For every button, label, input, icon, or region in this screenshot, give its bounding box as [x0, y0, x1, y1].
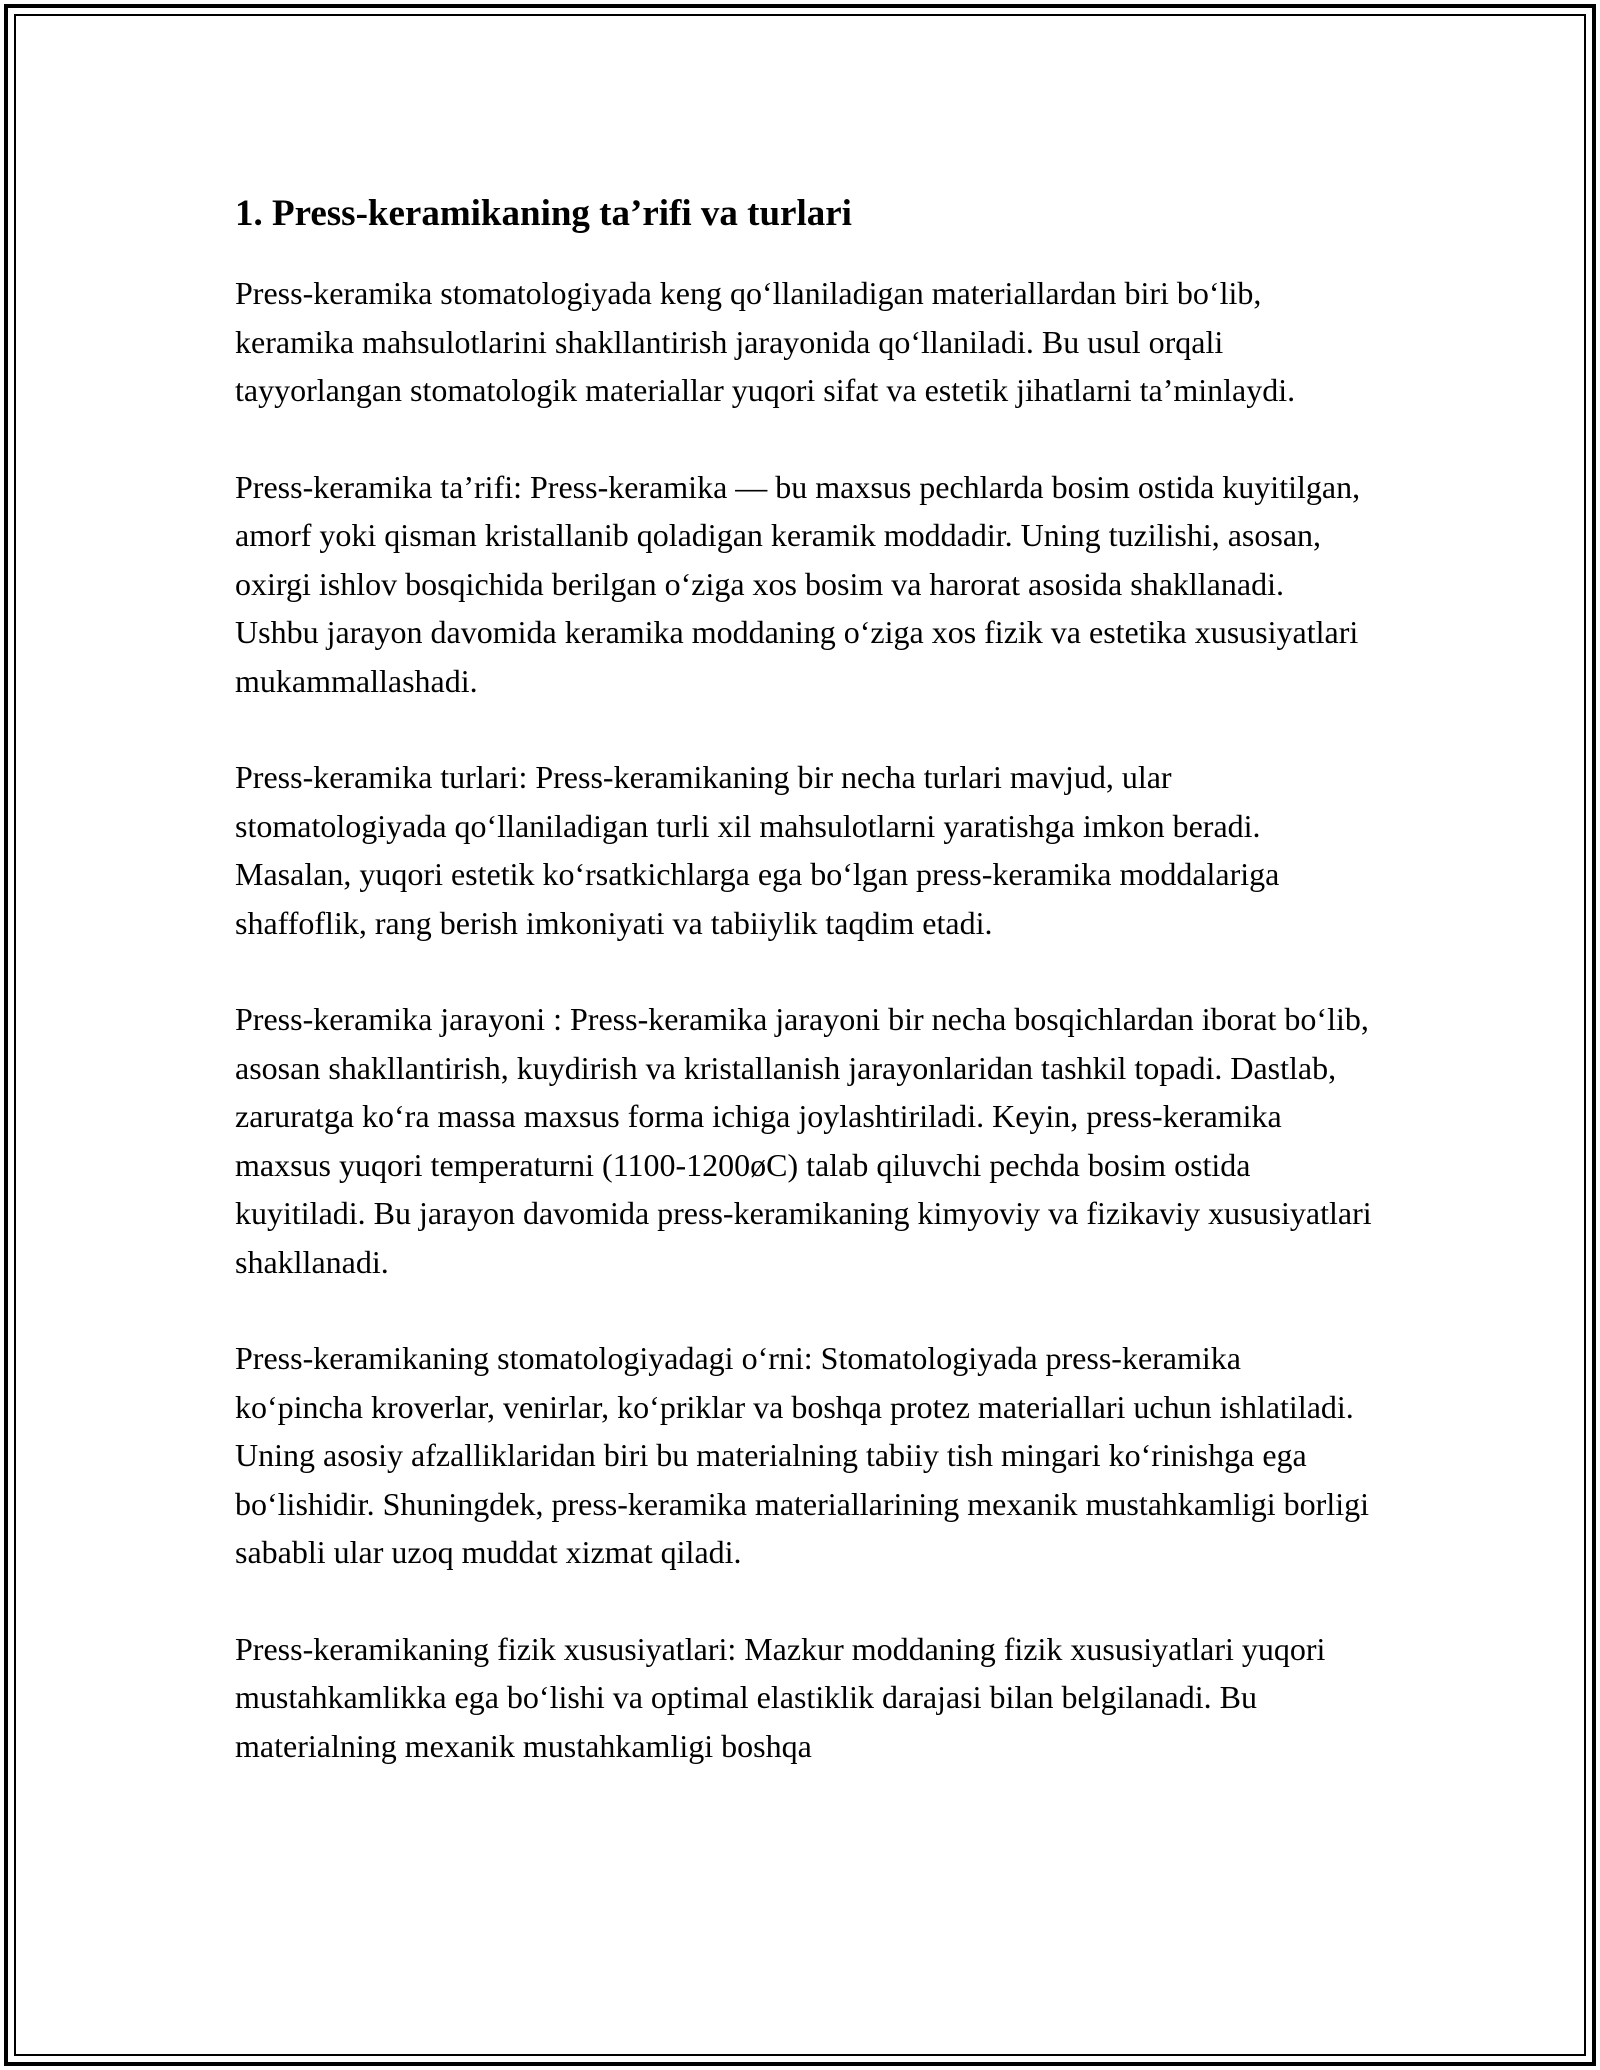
section-heading: 1. Press-keramikaning ta’rifi va turlari: [235, 193, 852, 234]
paragraph-intro: Press-keramika stomatologiyada keng qo‘llaniladigan materiallardan biri bo‘lib, keramika mahsulotlarini shakllantirish jarayonida qo‘llaniladi. Bu usul orqali tayyorlangan stomatologik materiallar yuqori sifat va estetik jihatlarni ta’minlaydi.: [235, 275, 1296, 408]
paragraph-definition: Press-keramika ta’rifi: Press-keramika — bu maxsus pechlarda bosim ostida kuyitilgan, amorf yoki qisman kristallanib qoladigan keramik moddadir. Uning tuzilishi, asosan, oxirgi ishlov bosqichida berilgan o‘ziga xos bosim va harorat asosida shakllanadi. Ushbu jarayon davomida keramika moddaning o‘ziga xos fizik va estetika xususiyatlari mukammallashadi.: [235, 468, 1361, 699]
document-body: [235, 185, 1375, 1818]
paragraph-physical-properties: Press-keramikaning fizik xususiyatlari: Mazkur moddaning fizik xususiyatlari yuqori mustahkamlikka ega bo‘lishi va optimal elastiklik darajasi bilan belgilanadi. Bu materialning mexanik mustahkamligi boshqa: [235, 1630, 1326, 1764]
paragraph-dental-role: Press-keramikaning stomatologiyadagi o‘rni: Stomatologiyada press-keramika ko‘pincha kroverlar, venirlar, ko‘priklar va boshqa protez materiallari uchun ishlatiladi. Uning asosiy afzalliklaridan biri bu materialning tabiiy tish mingari ko‘rinishga ega bo‘lishidir. Shuningdek, press-keramika materiallarining mexanik mustahkamligi borligi sababli ular uzoq muddat xizmat qiladi.: [235, 1340, 1369, 1570]
paragraph-types: Press-keramika turlari: Press-keramikaning bir necha turlari mavjud, ular stomatologiyada qo‘llaniladigan turli xil mahsulotlarni yaratishga imkon beradi. Masalan, yuqori estetik ko‘rsatkichlarga ega bo‘lgan press-keramika moddalariga shaffoflik, rang berish imkoniyati va tabiiylik taqdim etadi.: [235, 759, 1280, 941]
paragraph-process: Press-keramika jarayoni : Press-keramika jarayoni bir necha bosqichlardan iborat bo‘lib, asosan shakllantirish, kuydirish va kristallanish jarayonlaridan tashkil topadi. Dastlab, zaruratga ko‘ra massa maxsus forma ichiga joylashtiriladi. Keyin, press-keramika maxsus yuqori temperaturni (1100-1200øC) talab qiluvchi pechda bosim ostida kuyitiladi. Bu jarayon davomida press-keramikaning kimyoviy va fizikaviy xususiyatlari shakllanadi.: [235, 1001, 1372, 1280]
